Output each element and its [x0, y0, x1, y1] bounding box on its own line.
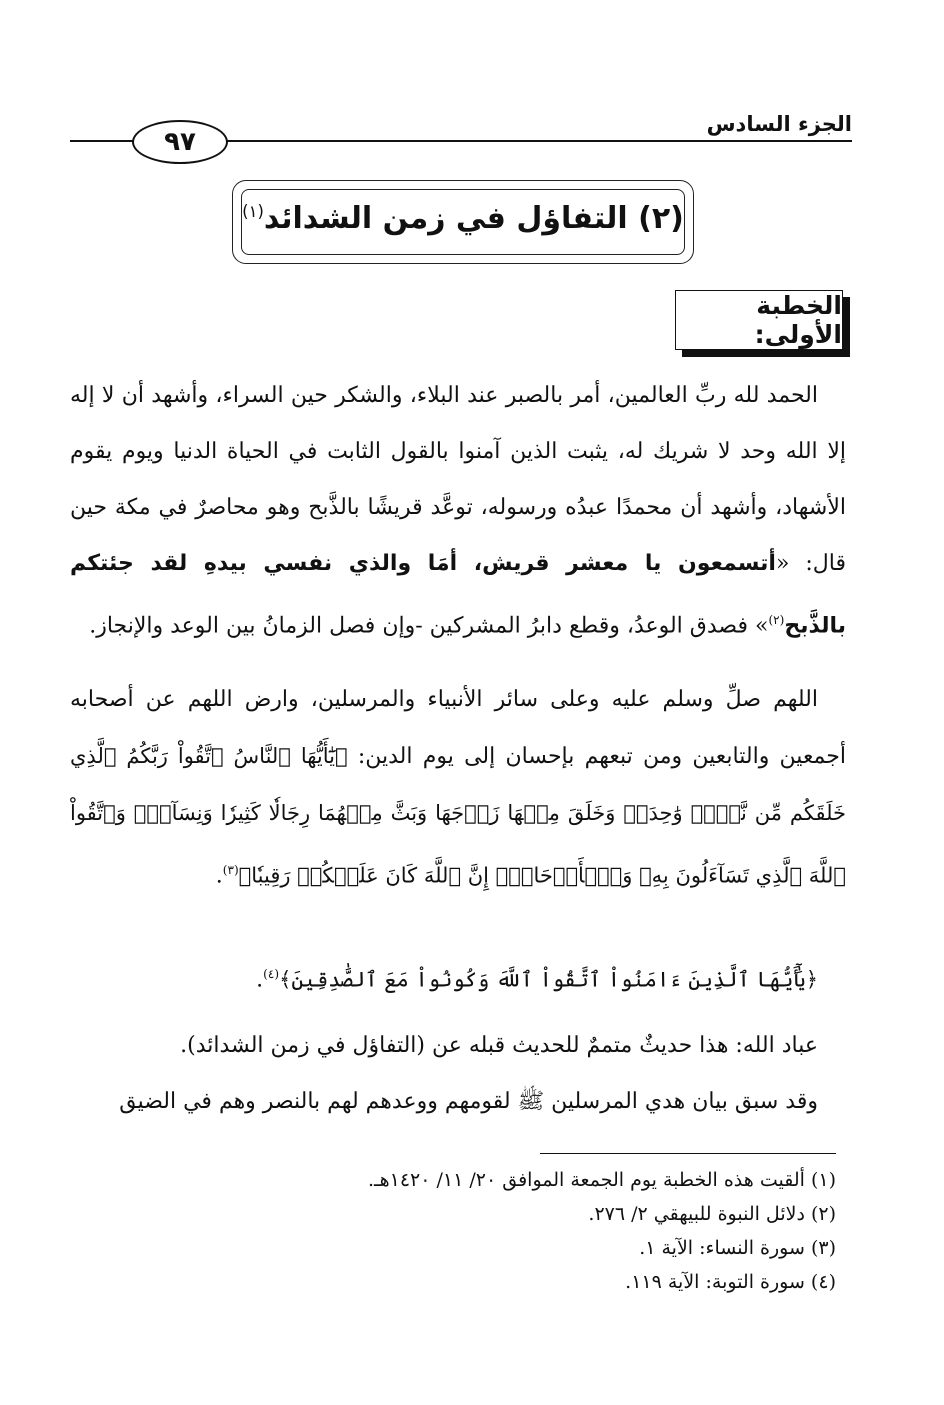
- footnote-ref-4: (٤): [263, 967, 280, 981]
- paragraph-precedent: وقد سبق بيان هدي المرسلين ﷺ لقومهم ووعدهم لهم بالنصر وهم في الضيق: [119, 1089, 818, 1114]
- chapter-title-frame: [232, 180, 694, 264]
- p1-text-b: » فصدق الوعدُ، وقطع دابرُ المشركين -وإن فصل الزمانُ بين الوعد والإنجاز.: [89, 613, 769, 639]
- footnote-4: (٤) سورة التوبة: الآية ١١٩.: [625, 1271, 836, 1293]
- page-number: ٩٧: [132, 120, 228, 164]
- sermon-heading-box: [675, 290, 843, 350]
- sermon-body-continued: [70, 1018, 846, 1130]
- paragraph-salutation: [70, 672, 846, 904]
- footnote-separator: [540, 1153, 836, 1154]
- footnote-3: (٣) سورة النساء: الآية ١.: [639, 1237, 836, 1259]
- footnote-ref-3: (٣): [222, 863, 239, 878]
- sermon-body: [70, 368, 846, 905]
- page-header: [70, 108, 852, 170]
- p2-end: .: [215, 863, 223, 889]
- footnote-ref-2: (٢): [768, 613, 785, 627]
- paragraph-opening: [70, 368, 846, 654]
- p2-text: اللهم صلِّ وسلم عليه وعلى سائر الأنبياء والمرسلين، وارض اللهم عن أصحابه أجمعين والتابعين ومن تبعهم بإحسان إلى يوم الدين:: [70, 687, 846, 770]
- quran-verse-tawbah-line: [70, 946, 846, 1008]
- sermon-heading: الخطبة الأولى:: [754, 291, 842, 349]
- verse2-end: .: [256, 967, 264, 993]
- hadith-quote: أتسمعون يا معشر قريش، أمَا والذي نفسي بيدهِ لقد جئتكم بالذَّبح: [70, 551, 846, 639]
- chapter-title-text: (٢) التفاؤل في زمن الشدائد: [263, 201, 684, 236]
- footnotes: [70, 1163, 836, 1299]
- paragraph-servants: عباد الله: هذا حديثٌ متممٌ للحديث قبله عن (التفاؤل في زمن الشدائد).: [180, 1033, 818, 1058]
- quran-verse-nisa: ﴿يَٰٓأَيُّهَا ٱلنَّاسُ ٱتَّقُواْ رَبَّكُمُ ٱلَّذِي خَلَقَكُم مِّن نَّفۡسٖ وَٰحِدَةٖ وَخَلَقَ مِنۡهَا زَوۡجَهَا وَبَثَّ مِنۡهُمَا رِجَالٗا كَثِيرٗا وَنِسَآءٗۚ وَٱتَّقُواْ ٱللَّهَ ٱلَّذِي تَسَآءَلُونَ بِهِۦ وَٱلۡأَرۡحَامَۚ إِنَّ ٱللَّهَ كَانَ عَلَيۡكُمۡ رَقِيبٗا﴾: [70, 744, 846, 888]
- footnote-2: (٢) دلائل النبوة للبيهقي ٢/ ٢٧٦.: [588, 1203, 836, 1225]
- chapter-title: [233, 201, 693, 236]
- p1-text-a: الحمد لله ربِّ العالمين، أمر بالصبر عند البلاء، والشكر حين السراء، وأشهد أن لا إله إلا الله وحد لا شريك له، يثبت الذين آمنوا بالقول الثابت في الحياة الدنيا ويوم يقوم الأشهاد، وأشهد أن محمدًا عبدُه ورسوله، توعَّد قريشًا بالذَّبح وهو محاصرٌ في مكة حين قال: «: [70, 383, 847, 576]
- running-title: الجزء السادس: [697, 112, 852, 136]
- title-footnote-ref: (١): [242, 202, 264, 221]
- footnote-1: (١) ألقيت هذه الخطبة يوم الجمعة الموافق ٢٠/ ١١/ ١٤٢٠هـ.: [367, 1169, 836, 1191]
- quran-verse-tawbah: ﴿يَٰٓأَيُّهَا ٱلَّذِينَ ءَامَنُواْ ٱتَّقُواْ ٱللَّهَ وَكُونُواْ مَعَ ٱلصَّٰدِقِينَ﴾: [279, 967, 818, 992]
